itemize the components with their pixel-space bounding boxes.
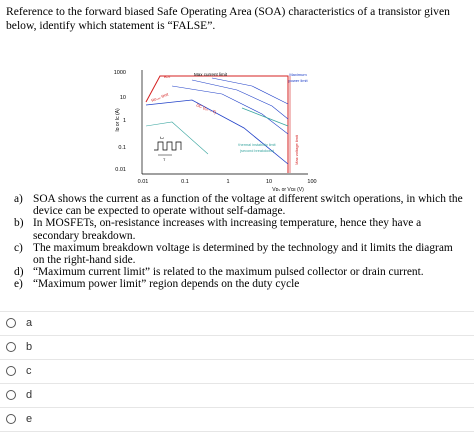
soa-figure bbox=[112, 64, 324, 192]
option-label-d: d bbox=[26, 389, 33, 401]
statement-letter: e) bbox=[14, 278, 23, 291]
label-max-current-limit: Max current limit bbox=[194, 72, 228, 77]
label-thermal-1: thermal instability limit bbox=[238, 143, 276, 147]
option-divider bbox=[0, 383, 474, 384]
x-tick-0.1: 0.1 bbox=[181, 179, 189, 185]
statement-letter: a) bbox=[14, 193, 23, 205]
radio-button-b[interactable] bbox=[6, 342, 16, 352]
statement-letter: b) bbox=[14, 217, 24, 230]
option-b[interactable] bbox=[6, 339, 306, 355]
option-divider bbox=[0, 359, 474, 360]
label-ton: tₒₙ bbox=[160, 136, 165, 140]
label-rdson-limit: Rᴅₛₒₙ limit bbox=[150, 91, 169, 103]
option-d[interactable] bbox=[6, 387, 306, 403]
label-bjt: BJT bbox=[164, 74, 172, 79]
option-c[interactable] bbox=[6, 363, 306, 379]
statement-letter: c) bbox=[14, 241, 23, 254]
label-period: T bbox=[163, 158, 166, 162]
statement-c bbox=[14, 242, 466, 266]
label-max-voltage: Max voltage limit bbox=[294, 135, 299, 165]
y-tick-10: 10 bbox=[119, 95, 126, 101]
radio-button-c[interactable] bbox=[6, 366, 16, 376]
statement-text: “Maximum current limit” is related to the maximum pulsed collector or drain current. bbox=[33, 266, 424, 279]
label-max-power-1: Maximum bbox=[289, 72, 307, 77]
label-dc: DC (tₒₙ→T) bbox=[195, 102, 218, 115]
statement-text: In MOSFETs, on-resistance increases with increasing temperature, hence they have a secondary breakdown. bbox=[33, 217, 422, 242]
statement-text: “Maximum power limit” region depends on the duty cycle bbox=[33, 278, 300, 291]
x-tick-0.01: 0.01 bbox=[137, 179, 149, 185]
y-tick-0.1: 0.1 bbox=[118, 145, 126, 151]
radio-button-a[interactable] bbox=[6, 318, 16, 328]
pulse-curve-2 bbox=[192, 80, 288, 119]
x-tick-100: 100 bbox=[307, 179, 317, 185]
option-label-b: b bbox=[26, 341, 33, 353]
y-tick-1000: 1000 bbox=[113, 70, 126, 76]
pulse-curve-1 bbox=[172, 86, 288, 134]
statement-text: SOA shows the current as a function of the voltage at different switch operations, in which the device can be expected to operate without self-damage. bbox=[33, 193, 463, 218]
statement-e bbox=[14, 278, 466, 290]
statement-text: The maximum breakdown voltage is determined by the technology and it limits the diagram on the right-hand side. bbox=[33, 241, 453, 267]
statement-letter: d) bbox=[14, 266, 24, 279]
y-axis-label: Iᴅ or Iᴄ (A) bbox=[115, 108, 121, 132]
thermal-curve bbox=[242, 108, 288, 126]
statements-list bbox=[14, 193, 466, 291]
option-divider bbox=[0, 407, 474, 408]
x-axis-label: Vᴅₛ or Vᴄᴇ (V) bbox=[272, 187, 304, 192]
label-max-power-2: power limit bbox=[288, 78, 308, 83]
statement-b bbox=[14, 217, 466, 241]
soa-envelope-line bbox=[146, 76, 288, 173]
soa-chart bbox=[112, 64, 324, 192]
y-tick-1: 1 bbox=[122, 118, 126, 124]
radio-button-e[interactable] bbox=[6, 414, 16, 424]
statement-d bbox=[14, 266, 466, 278]
option-label-a: a bbox=[26, 317, 33, 329]
option-divider bbox=[0, 335, 474, 336]
question-text: Reference to the forward biased Safe Operating Area (SOA) characteristics of a transistor given below, identify which statement is “FALSE”. bbox=[6, 5, 450, 32]
thermal-curve-2 bbox=[146, 122, 208, 154]
option-e[interactable] bbox=[6, 411, 306, 427]
label-thermal-2: (second breakdown) bbox=[239, 149, 275, 153]
pulse-curve-3 bbox=[212, 78, 288, 104]
option-a[interactable] bbox=[6, 315, 306, 331]
statement-a bbox=[14, 193, 466, 217]
radio-button-d[interactable] bbox=[6, 390, 16, 400]
option-label-c: c bbox=[26, 365, 32, 377]
y-tick-0.01: 0.01 bbox=[115, 167, 126, 173]
option-divider bbox=[0, 431, 474, 432]
pulse-train-icon bbox=[154, 142, 181, 150]
x-tick-1: 1 bbox=[226, 179, 230, 185]
option-label-e: e bbox=[26, 413, 33, 425]
x-tick-10: 10 bbox=[265, 179, 273, 185]
option-divider bbox=[0, 311, 474, 312]
